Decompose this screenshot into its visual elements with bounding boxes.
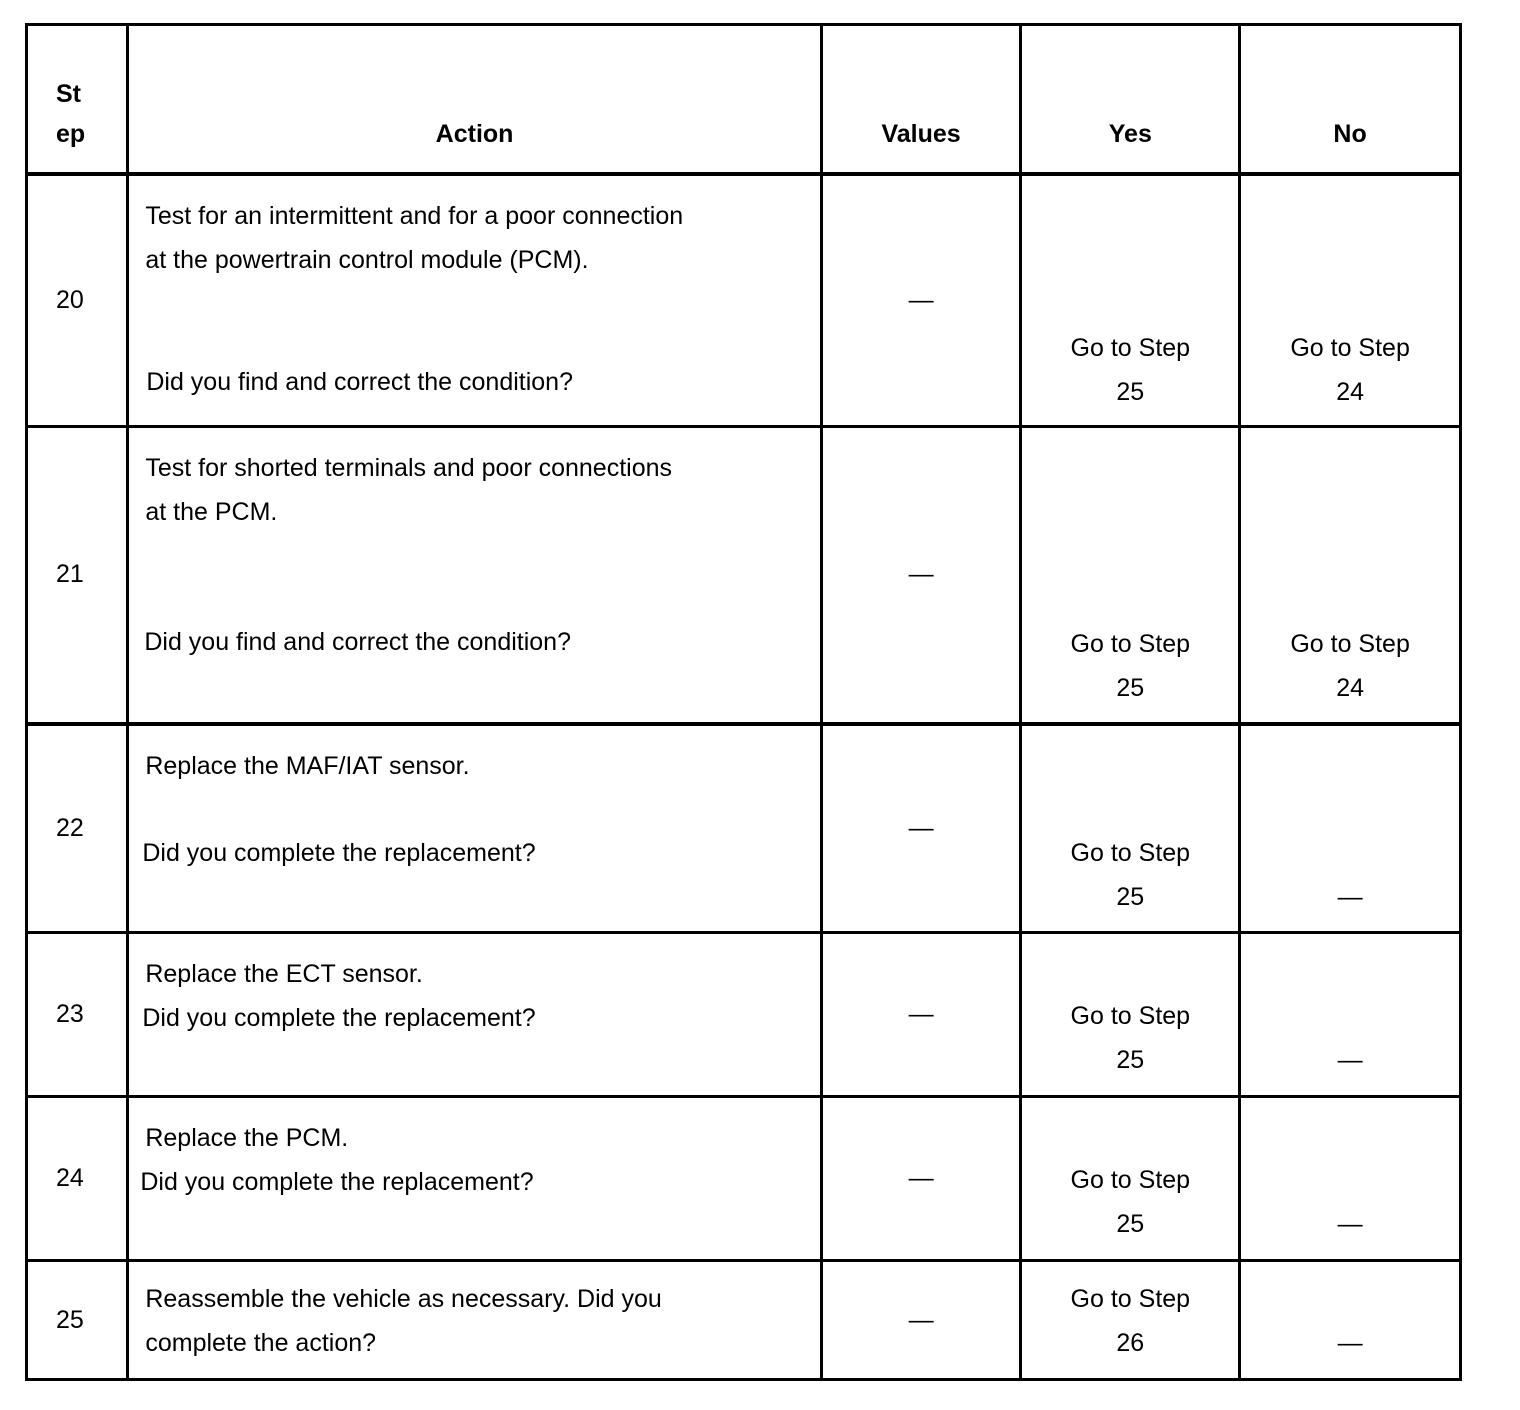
yes-cell (1021, 1261, 1240, 1380)
values-cell: — (821, 1261, 1021, 1380)
yes-goto-step: 25 (1116, 882, 1145, 911)
header-values: Values (821, 25, 1021, 174)
header-yes: Yes (1021, 25, 1240, 174)
yes-goto-label: Go to Step (1070, 1285, 1191, 1313)
values-cell: — (821, 427, 1021, 724)
yes-goto-step: 25 (1116, 674, 1145, 702)
action-line: Test for shorted terminals and poor connections (145, 454, 673, 482)
header-action: Action (128, 25, 821, 174)
action-line: at the powertrain control module (PCM). (145, 245, 589, 274)
values-cell: — (821, 174, 1021, 427)
yes-goto-step: 25 (1116, 377, 1145, 406)
action-line: Replace the ECT sensor. (145, 960, 423, 988)
yes-cell (1021, 933, 1240, 1097)
header-step (27, 25, 128, 174)
step-number: 23 (27, 933, 128, 1097)
yes-goto-step: 25 (1116, 1046, 1145, 1074)
table-row (27, 427, 1461, 724)
yes-goto-label: Go to Step (1070, 1002, 1191, 1030)
action-line: Test for an intermittent and for a poor connection (145, 201, 684, 230)
step-number: 25 (27, 1261, 128, 1380)
no-value: — (1337, 1046, 1363, 1074)
no-value: — (1337, 882, 1363, 911)
values-cell: — (821, 933, 1021, 1097)
no-cell (1240, 1097, 1461, 1261)
yes-goto-step: 26 (1116, 1329, 1145, 1357)
action-line: Reassemble the vehicle as necessary. Did you (145, 1285, 662, 1313)
action-cell (128, 724, 821, 933)
values-cell: — (821, 1097, 1021, 1261)
action-question: Did you complete the replacement? (142, 1004, 536, 1032)
yes-cell (1021, 724, 1240, 933)
action-cell (128, 1097, 821, 1261)
action-cell (128, 174, 821, 427)
no-goto-step: 24 (1336, 674, 1364, 702)
no-cell (1240, 174, 1461, 427)
diagnostic-table (25, 23, 1462, 1381)
yes-cell (1021, 427, 1240, 724)
action-question: Did you complete the replacement? (142, 838, 536, 867)
yes-goto-label: Go to Step (1070, 333, 1191, 362)
no-value: — (1337, 1329, 1363, 1357)
no-cell (1240, 427, 1461, 724)
table-row (27, 933, 1461, 1097)
no-value: — (1337, 1210, 1363, 1238)
step-number: 20 (27, 174, 128, 427)
action-cell (128, 1261, 821, 1380)
yes-goto-label: Go to Step (1070, 1166, 1191, 1194)
table-row (27, 1097, 1461, 1261)
header-row (27, 25, 1461, 174)
action-line: Replace the MAF/IAT sensor. (145, 751, 470, 780)
step-number: 24 (27, 1097, 128, 1261)
action-question: Did you complete the replacement? (140, 1168, 534, 1196)
table-row (27, 174, 1461, 427)
header-step-line2: ep (56, 119, 86, 148)
header-step-line1: St (56, 79, 81, 108)
yes-goto-step: 25 (1116, 1210, 1145, 1238)
no-goto-label: Go to Step (1290, 333, 1410, 362)
action-cell (128, 427, 821, 724)
action-line: Replace the PCM. (145, 1124, 349, 1152)
action-cell (128, 933, 821, 1097)
yes-goto-label: Go to Step (1070, 630, 1191, 658)
no-cell (1240, 1261, 1461, 1380)
no-goto-label: Go to Step (1290, 630, 1410, 658)
no-cell (1240, 724, 1461, 933)
action-line: at the PCM. (145, 498, 278, 526)
yes-cell (1021, 174, 1240, 427)
no-cell (1240, 933, 1461, 1097)
yes-goto-label: Go to Step (1070, 838, 1191, 867)
no-goto-step: 24 (1336, 377, 1364, 406)
yes-cell (1021, 1097, 1240, 1261)
step-number: 21 (27, 427, 128, 724)
action-line: complete the action? (145, 1329, 377, 1357)
table-row (27, 1261, 1461, 1380)
action-question: Did you find and correct the condition? (146, 367, 573, 396)
header-no: No (1240, 25, 1461, 174)
step-number: 22 (27, 724, 128, 933)
action-question: Did you find and correct the condition? (144, 628, 571, 656)
values-cell: — (821, 724, 1021, 933)
table-row (27, 724, 1461, 933)
